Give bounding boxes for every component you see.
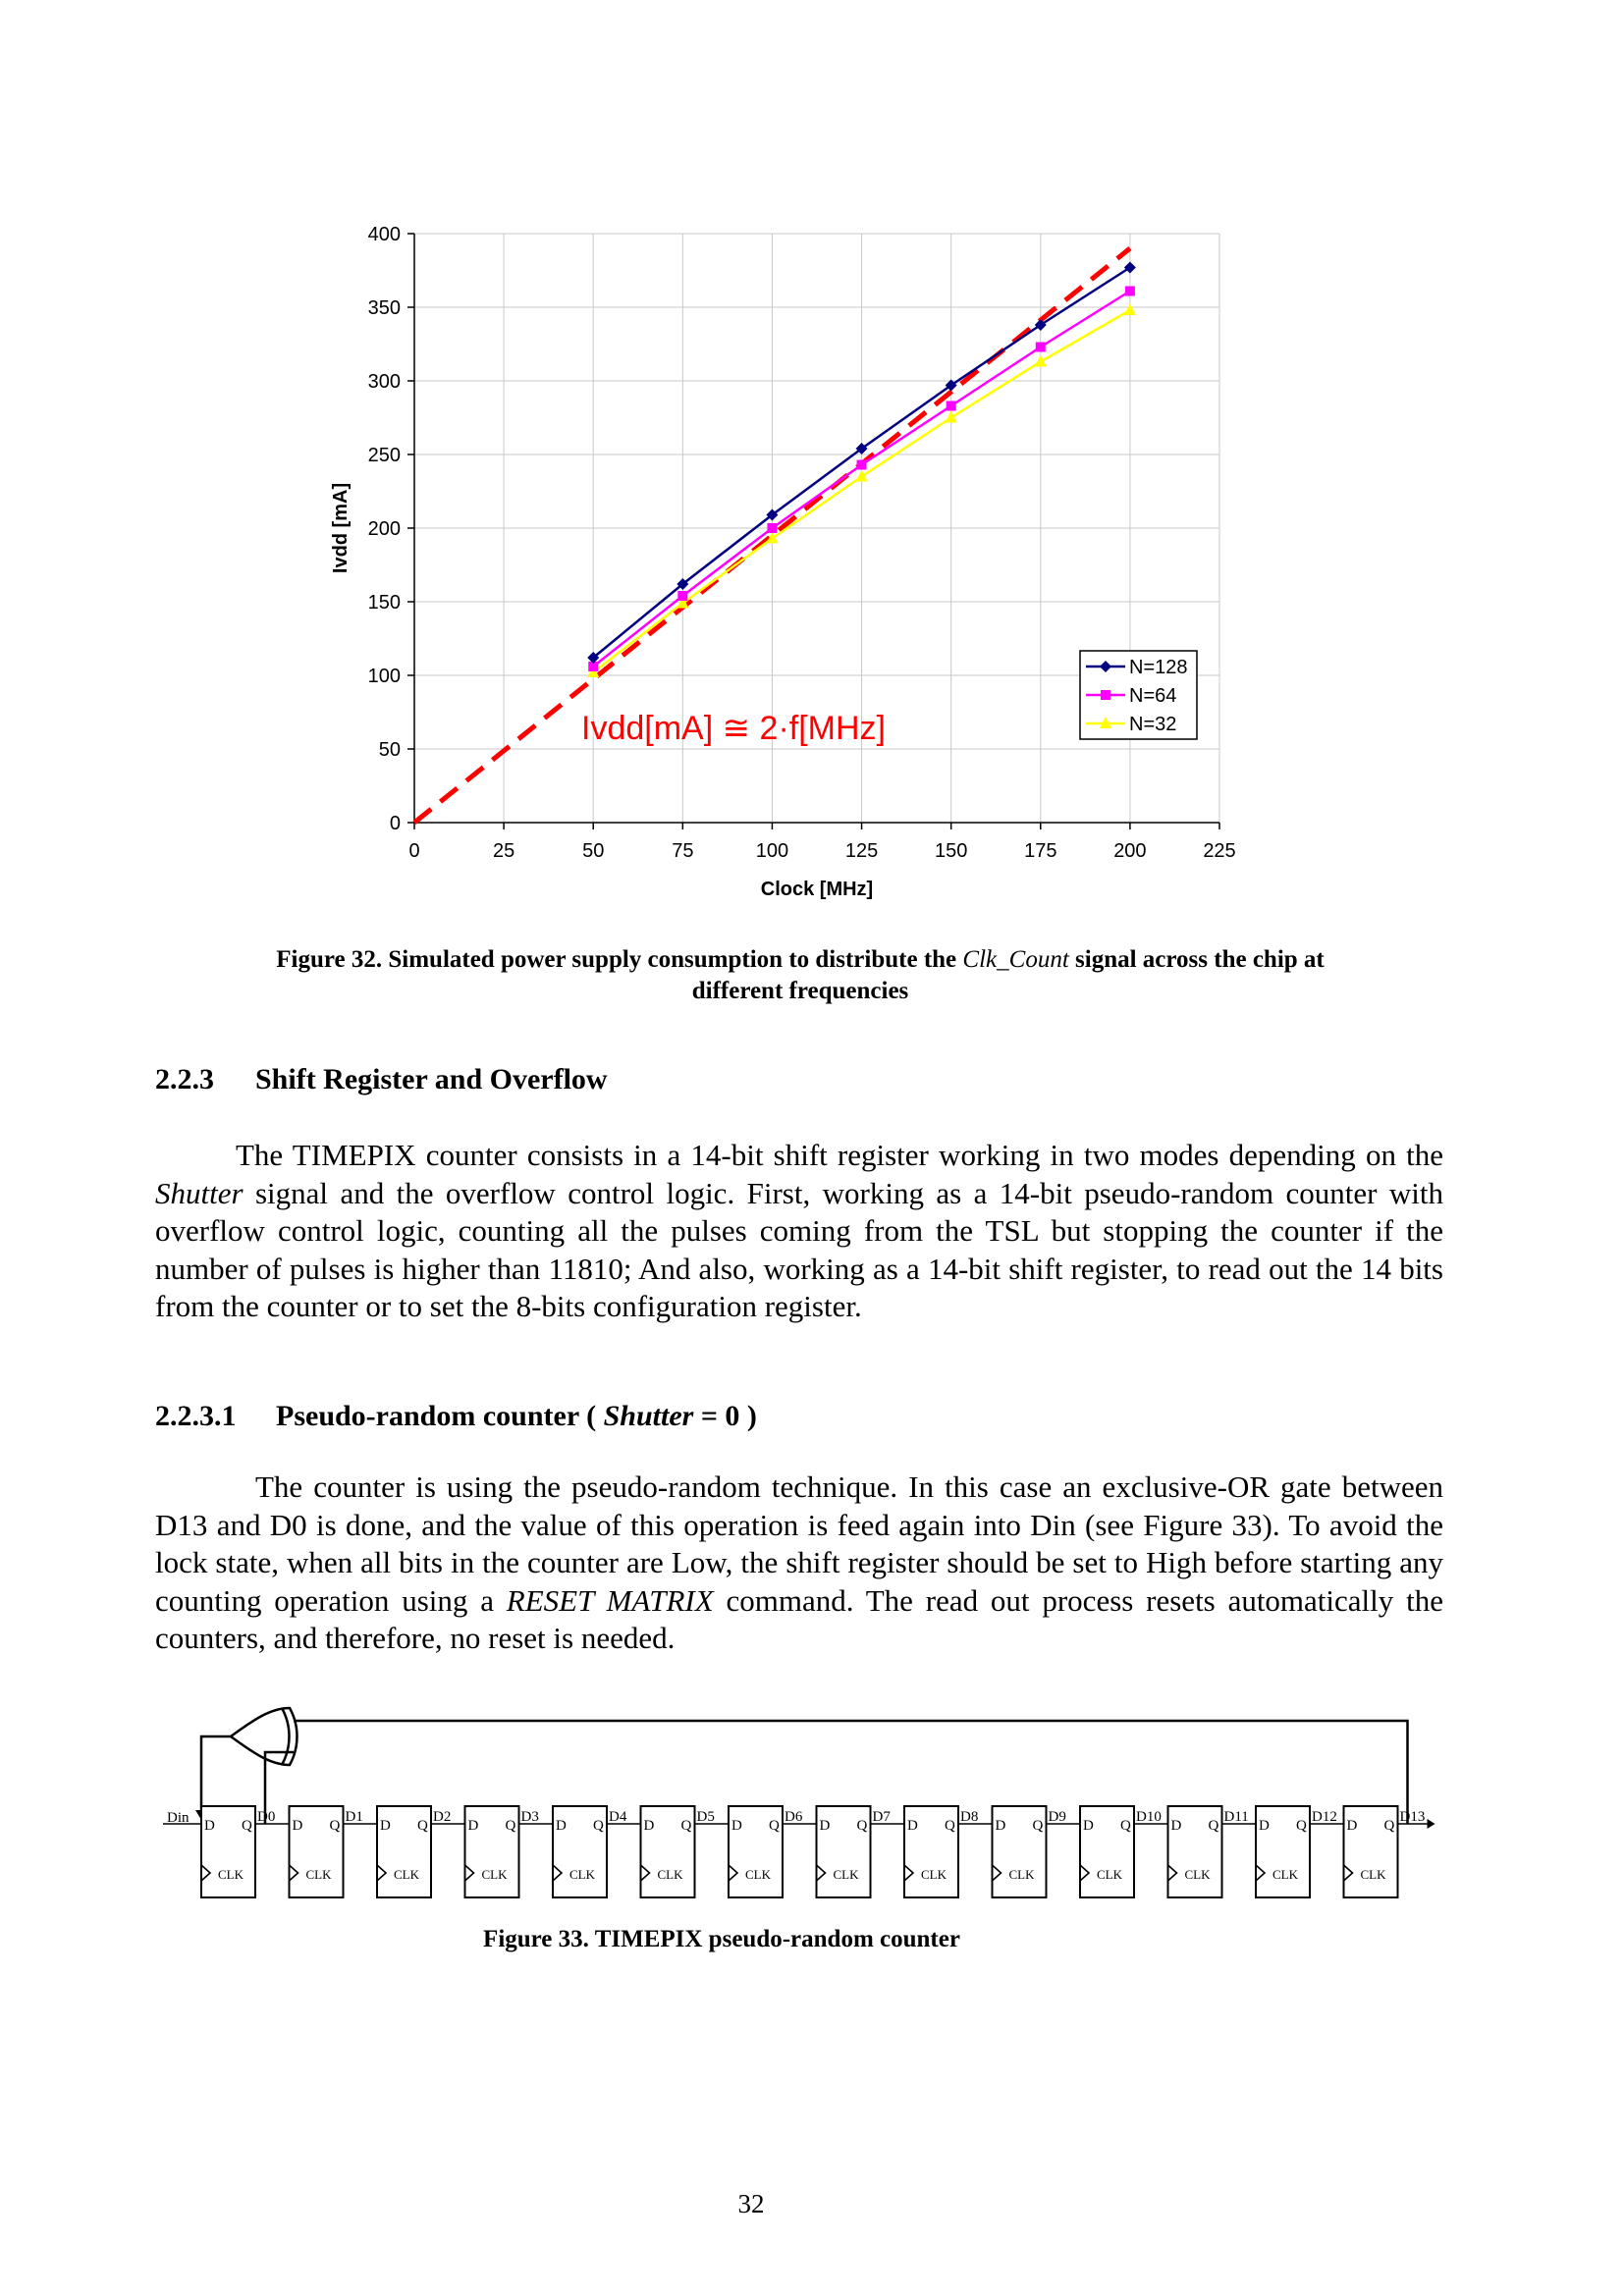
legend-label: N=32 — [1129, 714, 1177, 735]
pin-clk-label: CLK — [1360, 1867, 1386, 1882]
diagram-wires — [163, 1721, 1435, 1829]
pin-d-label: D — [380, 1818, 391, 1834]
x-tick-label: 75 — [672, 840, 694, 862]
pin-clk-label: CLK — [1272, 1867, 1298, 1882]
flip-flop-8 — [904, 1806, 958, 1897]
section-number: 2.2.3 — [155, 1063, 214, 1095]
pin-clk-label: CLK — [218, 1867, 244, 1882]
paragraph-shift-register — [155, 1137, 1443, 1326]
y-tick-label: 200 — [367, 518, 401, 540]
pin-clk-label: CLK — [1097, 1867, 1122, 1882]
output-label: D4 — [609, 1809, 627, 1825]
data-point — [1125, 287, 1135, 296]
chart-legend — [1080, 651, 1197, 739]
output-label: D2 — [433, 1809, 452, 1825]
formula-annotation: Ivdd[mA] ≅ 2·f[MHz] — [581, 710, 886, 747]
pin-clk-label: CLK — [569, 1867, 595, 1882]
y-tick-label: 0 — [389, 813, 401, 834]
pin-q-label: Q — [242, 1818, 252, 1834]
y-tick-label: 150 — [367, 592, 401, 614]
section-title: Shift Register and Overflow — [255, 1063, 608, 1095]
d13-output-arrow — [1428, 1819, 1435, 1829]
output-label: D11 — [1223, 1809, 1249, 1825]
data-point — [677, 591, 687, 601]
paragraph-2-part-1: The counter is using the pseudo-random technique. In this case an exclusive-OR gate between D13 and D0 is done, and the value of this operation is feed again into Din (see Figure 33). To avoid the lock state, when all bits in the counter are Low, the shift register should be set to High before starting any counting operation using a — [155, 1469, 1443, 1618]
legend-swatch-marker — [1101, 690, 1110, 700]
paragraph-1-part-1: The TIMEPIX counter consists in a 14-bit shift register working in two modes depending on the — [236, 1138, 1443, 1172]
x-tick-label: 25 — [492, 840, 515, 862]
x-tick-label: 125 — [844, 840, 879, 862]
section-heading-2-2-3 — [155, 1063, 608, 1096]
pin-q-label: Q — [1296, 1818, 1307, 1834]
pin-clk-label: CLK — [481, 1867, 508, 1882]
figure-33-caption: Figure 33. TIMEPIX pseudo-random counter — [483, 1926, 960, 1952]
pin-d-label: D — [556, 1818, 567, 1834]
pin-clk-label: CLK — [745, 1867, 771, 1882]
output-label: D7 — [872, 1809, 891, 1825]
pin-q-label: Q — [1032, 1818, 1044, 1834]
x-tick-label: 100 — [755, 840, 789, 862]
data-point — [857, 460, 867, 470]
pin-d-label: D — [292, 1818, 303, 1834]
pin-d-label: D — [467, 1818, 479, 1834]
figure-32-caption-line2: different frequencies — [691, 978, 909, 1004]
flip-flop-6 — [729, 1806, 783, 1897]
pin-d-label: D — [1083, 1818, 1094, 1834]
y-axis-label: Ivdd [mA] — [330, 482, 352, 574]
pin-clk-label: CLK — [833, 1867, 859, 1882]
pin-d-label: D — [1259, 1818, 1270, 1834]
page-number: 32 — [737, 2189, 765, 2218]
output-label: D0 — [257, 1809, 276, 1825]
din-label: Din — [167, 1810, 189, 1826]
flip-flop-4 — [553, 1806, 607, 1897]
y-tick-label: 400 — [367, 224, 401, 245]
pin-clk-label: CLK — [305, 1867, 332, 1882]
xor-output-wire — [201, 1736, 231, 1814]
output-label: D5 — [696, 1809, 715, 1825]
flip-flop-1 — [290, 1806, 344, 1897]
flip-flop-10 — [1080, 1806, 1134, 1897]
flip-flop-13 — [1344, 1806, 1398, 1897]
legend-label: N=128 — [1129, 657, 1188, 678]
output-label: D3 — [520, 1809, 539, 1825]
data-point — [1036, 343, 1046, 352]
pin-clk-label: CLK — [1184, 1867, 1211, 1882]
x-tick-label: 150 — [934, 840, 968, 862]
pin-clk-label: CLK — [657, 1867, 683, 1882]
pin-clk-label: CLK — [394, 1867, 419, 1882]
x-axis-label: Clock [MHz] — [760, 879, 874, 900]
output-label: D12 — [1312, 1809, 1337, 1825]
paragraph-2-italic: RESET MATRIX — [506, 1582, 714, 1618]
pin-q-label: Q — [680, 1818, 692, 1834]
flip-flop-5 — [641, 1806, 695, 1897]
section-title-prefix: Pseudo-random counter ( — [276, 1400, 604, 1432]
pseudo-random-counter-diagram — [157, 1693, 1453, 1909]
paragraph-2-part-2: command. The read out process resets automatically the counters, and therefore, no reset is needed. — [155, 1582, 1443, 1655]
figure-32-caption — [196, 944, 1404, 1007]
paragraph-1-part-2: signal and the overflow control logic. First, working as a 14-bit pseudo-random counter with overflow control logic, counting all the pulses coming from the TSL but stopping the counter if the number of pulses is higher than 11810; And also, working as a 14-bit shift register, to read out the 14 bits from the counter or to set the 8-bits configuration register. — [155, 1175, 1443, 1323]
data-point — [1124, 262, 1136, 274]
pin-d-label: D — [995, 1818, 1006, 1834]
paragraph-1-italic: Shutter — [155, 1175, 244, 1210]
y-tick-label: 50 — [378, 739, 401, 761]
y-tick-label: 350 — [367, 297, 401, 319]
data-point — [767, 523, 777, 533]
flip-flop-7 — [817, 1806, 871, 1897]
figure-32-caption-suffix: signal across the chip at — [1068, 946, 1325, 973]
x-tick-label: 200 — [1113, 840, 1147, 862]
flip-flop-9 — [993, 1806, 1047, 1897]
pin-d-label: D — [819, 1818, 831, 1834]
pin-d-label: D — [1346, 1818, 1358, 1834]
data-point — [947, 401, 956, 411]
pin-q-label: Q — [1383, 1818, 1395, 1834]
pin-clk-label: CLK — [1008, 1867, 1035, 1882]
section-title-suffix: = 0 ) — [693, 1400, 757, 1432]
x-tick-label: 225 — [1203, 840, 1236, 862]
pin-d-label: D — [907, 1818, 918, 1834]
pin-d-label: D — [1170, 1818, 1182, 1834]
figure-32-caption-signal: Clk_Count — [962, 946, 1069, 973]
y-tick-label: 100 — [367, 666, 401, 687]
pin-q-label: Q — [945, 1818, 955, 1834]
chart-axes — [368, 224, 1236, 862]
output-label: D1 — [345, 1809, 363, 1825]
flip-flop-2 — [377, 1806, 431, 1897]
y-tick-label: 250 — [367, 445, 401, 466]
power-consumption-chart — [324, 216, 1257, 923]
pin-q-label: Q — [769, 1818, 780, 1834]
x-tick-label: 50 — [582, 840, 605, 862]
section-number: 2.2.3.1 — [155, 1400, 237, 1432]
data-point — [856, 470, 868, 482]
y-tick-label: 300 — [367, 371, 401, 393]
flip-flop-3 — [465, 1806, 519, 1897]
paragraph-pseudo-random — [155, 1468, 1443, 1658]
pin-q-label: Q — [1120, 1818, 1131, 1834]
flip-flop-12 — [1256, 1806, 1310, 1897]
output-label: D13 — [1399, 1809, 1426, 1825]
xor-input-arc — [282, 1708, 290, 1765]
pin-q-label: Q — [505, 1818, 516, 1834]
output-label: D6 — [785, 1809, 803, 1825]
section-heading-2-2-3-1 — [155, 1400, 757, 1433]
pin-q-label: Q — [1208, 1818, 1219, 1834]
data-point — [946, 411, 957, 423]
output-label: D8 — [960, 1809, 979, 1825]
output-label: D10 — [1136, 1809, 1162, 1825]
section-title-italic: Shutter — [603, 1400, 694, 1432]
pin-clk-label: CLK — [921, 1867, 947, 1882]
pin-d-label: D — [643, 1818, 655, 1834]
pin-q-label: Q — [856, 1818, 868, 1834]
x-tick-label: 0 — [408, 840, 420, 862]
pin-d-label: D — [731, 1818, 742, 1834]
pin-q-label: Q — [417, 1818, 428, 1834]
pin-q-label: Q — [329, 1818, 341, 1834]
flip-flop-0 — [201, 1806, 255, 1897]
x-tick-label: 175 — [1024, 840, 1057, 862]
pin-d-label: D — [204, 1818, 215, 1834]
figure-32-caption-prefix: Figure 32. Simulated power supply consumption to distribute the — [276, 946, 963, 973]
flip-flop-11 — [1168, 1806, 1222, 1897]
output-label: D9 — [1048, 1809, 1066, 1825]
legend-label: N=64 — [1129, 685, 1177, 707]
data-point — [1124, 303, 1136, 315]
pin-q-label: Q — [593, 1818, 604, 1834]
